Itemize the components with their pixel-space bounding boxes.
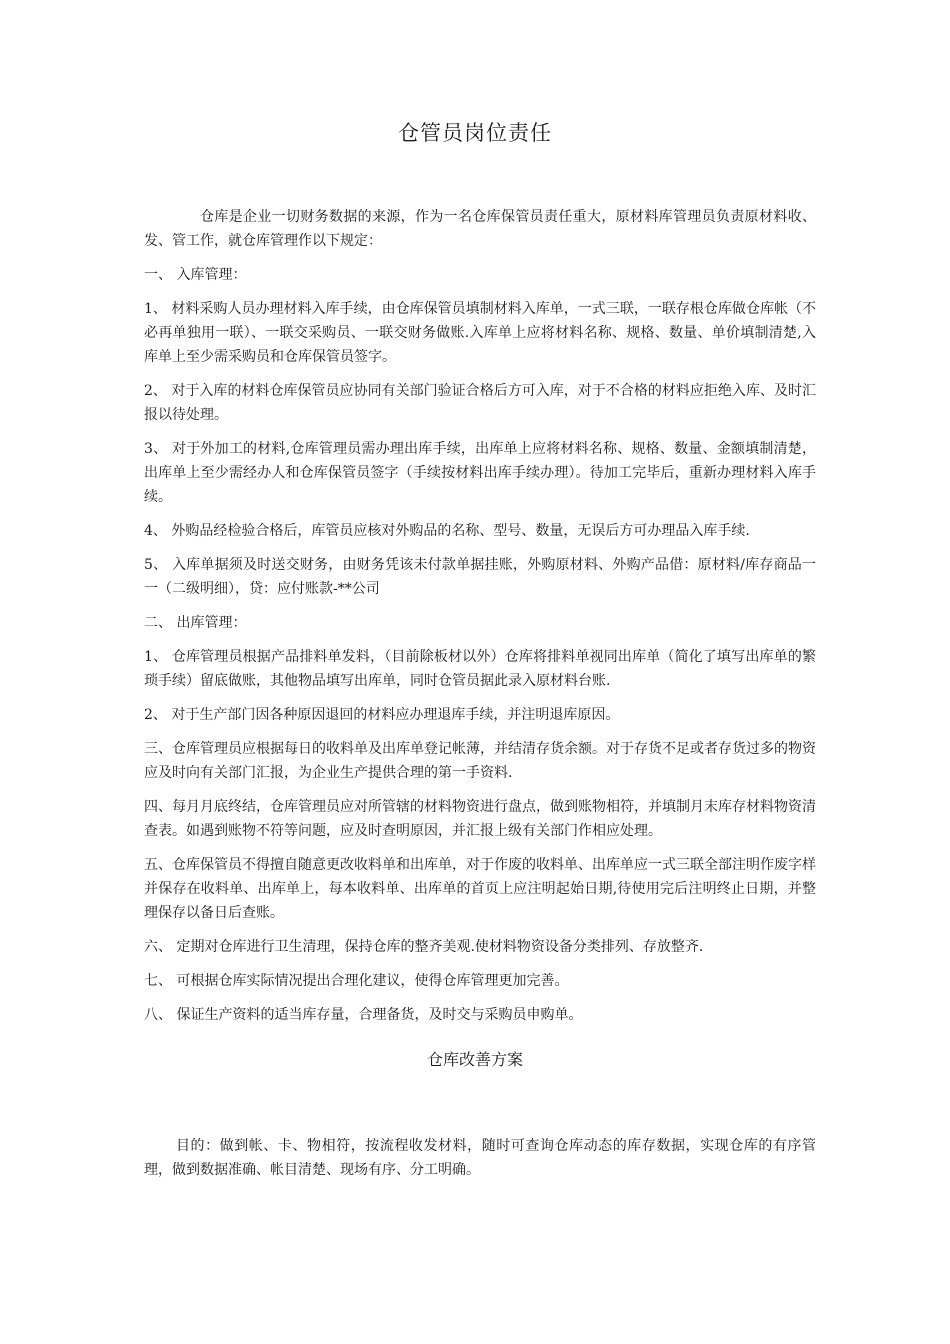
outbound-item: 2、 对于生产部门因各种原因退回的材料应办理退库手续，并注明退库原因。	[144, 707, 620, 723]
rule-paragraph: 七、 可根据仓库实际情况提出合理化建议，使得仓库管理更加完善。	[144, 973, 569, 989]
inbound-item: 5、 入库单据须及时送交财务，由财务凭该未付款单据挂账，外购原材料、外购产品借：原材料/库存商品一一（二级明细），贷：应付账款-**公司	[144, 557, 816, 597]
purpose-paragraph: 目的：做到帐、卡、物相符，按流程收发材料，随时可查询仓库动态的库存数据，实现仓库的有序管理，做到数据准确、帐目清楚、现场有序、分工明确。	[144, 1138, 816, 1178]
document-title: 仓管员岗位责任	[398, 121, 552, 145]
inbound-item: 4、 外购品经检验合格后，库管员应核对外购品的名称、型号、数量，无误后方可办理品入库手续.	[144, 523, 750, 539]
intro-paragraph: 仓库是企业一切财务数据的来源，作为一名仓库保管员责任重大，原材料库管理员负责原材料收、发、管工作，就仓库管理作以下规定：	[144, 209, 816, 249]
section-subtitle: 仓库改善方案	[426, 1050, 523, 1069]
section-heading-inbound: 一、 入库管理：	[144, 267, 247, 283]
inbound-item: 2、 对于入库的材料仓库保管员应协同有关部门验证合格后方可入库，对于不合格的材料应拒绝入库、及时汇报以待处理。	[144, 383, 816, 423]
document-body	[144, 205, 816, 1037]
outbound-item: 1、 仓库管理员根据产品排料单发料，（目前除板材以外）仓库将排料单视同出库单（简化了填写出库单的繁琐手续）留底做账，其他物品填写出库单，同时仓管员据此录入原材料台账.	[144, 649, 816, 689]
section-heading-outbound: 二、 出库管理：	[144, 615, 247, 631]
rule-paragraph: 三、仓库管理员应根据每日的收料单及出库单登记帐薄，并结清存货余额。对于存货不足或者存货过多的物资应及时向有关部门汇报，为企业生产提供合理的第一手资料.	[144, 741, 816, 781]
rule-paragraph: 五、仓库保管员不得擅自随意更改收料单和出库单，对于作废的收料单、出库单应一式三联全部注明作废字样并保存在收料单、出库单上，每本收料单、出库单的首页上应注明起始日期,待使用完后注明终止日期，并整理保存以备日后查账。	[144, 857, 816, 921]
rule-paragraph: 四、每月月底终结，仓库管理员应对所管辖的材料物资进行盘点，做到账物相符，并填制月末库存材料物资清查表。如遇到账物不符等问题，应及时查明原因，并汇报上级有关部门作相应处理。	[144, 799, 816, 839]
rule-paragraph: 六、 定期对仓库进行卫生清理，保持仓库的整齐美观.使材料物资设备分类排列、存放整齐.	[144, 939, 704, 955]
inbound-item: 1、 材料采购人员办理材料入库手续，由仓库保管员填制材料入库单，一式三联，一联存根仓库做仓库帐（不必再单独用一联）、一联交采购员、一联交财务做账.入库单上应将材料名称、规格、数量、单价填制清楚,入库单上至少需采购员和仓库保管员签字。	[144, 301, 816, 365]
inbound-item: 3、 对于外加工的材料,仓库管理员需办理出库手续，出库单上应将材料名称、规格、数量、金额填制清楚，出库单上至少需经办人和仓库保管员签字（手续按材料出库手续办理）。待加工完毕后，重新办理材料入库手续。	[144, 441, 816, 505]
rule-paragraph: 八、 保证生产资料的适当库存量，合理备货，及时交与采购员申购单。	[144, 1007, 583, 1023]
